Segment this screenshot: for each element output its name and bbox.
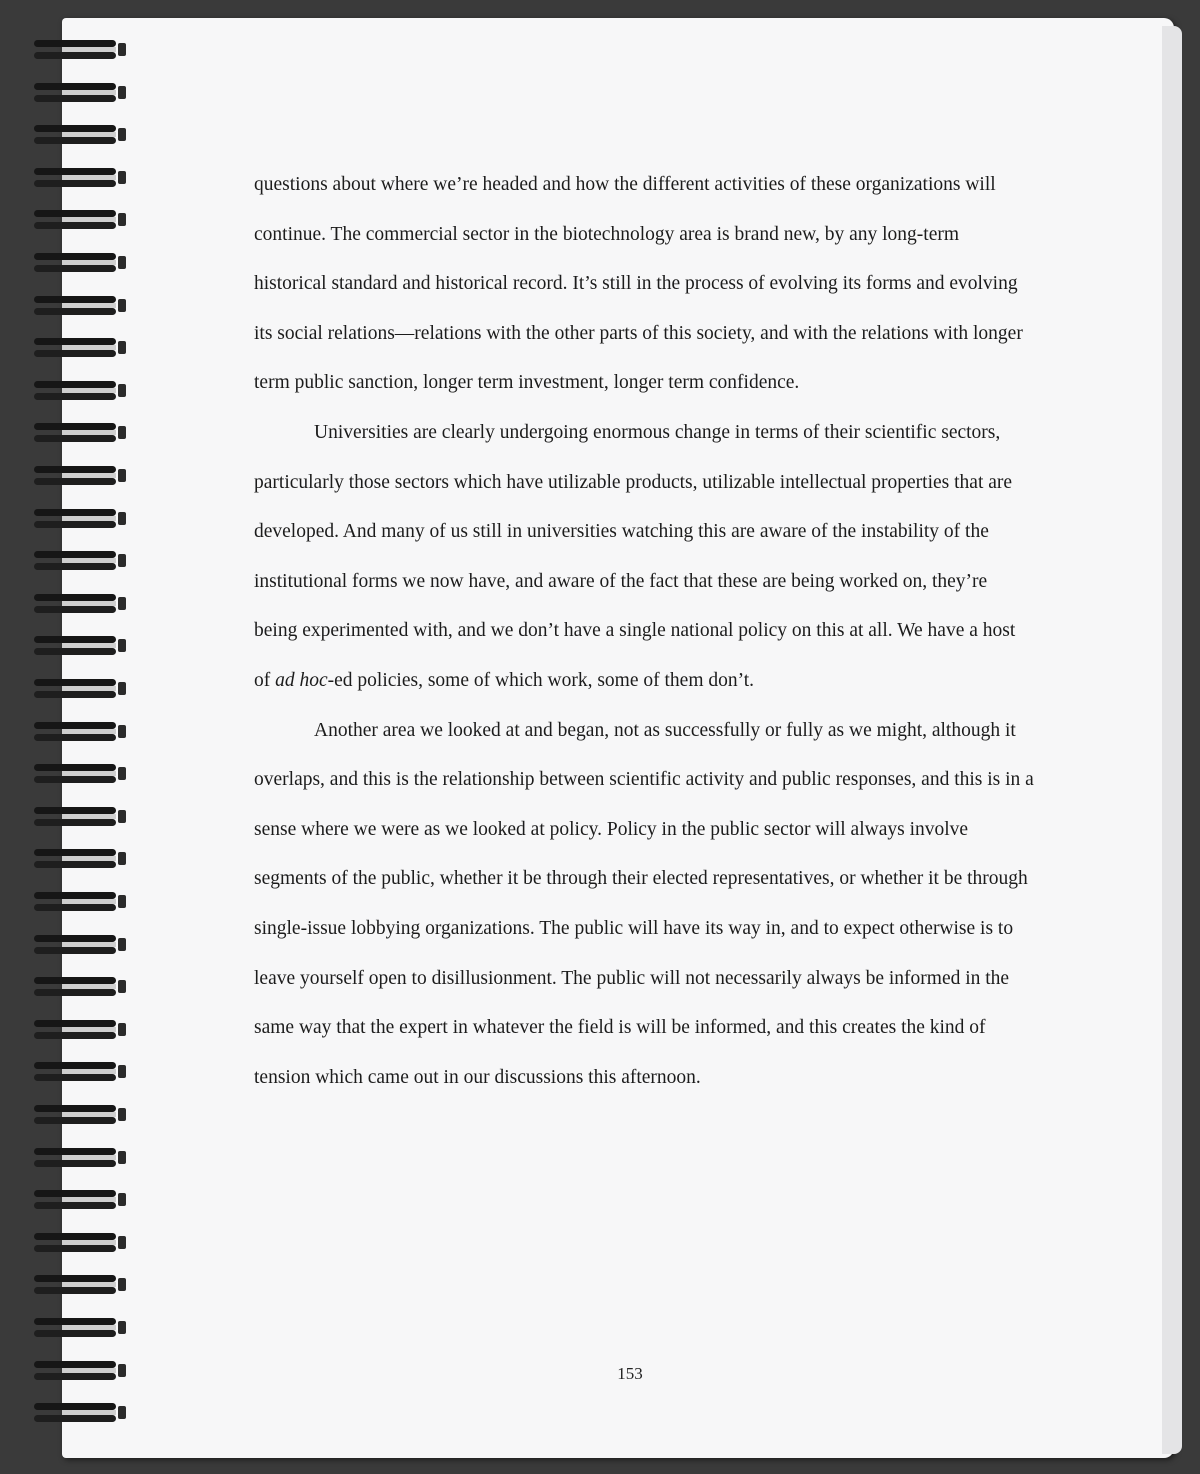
binding-coil-wire-bot (34, 1032, 116, 1039)
binding-coil-wire-top (34, 40, 116, 47)
binding-coil-wire-bot (34, 95, 116, 102)
binding-coil-wire-bot (34, 1117, 116, 1124)
binding-coil (28, 679, 120, 699)
binding-coil-hole (118, 341, 126, 354)
binding-coil-hole (118, 895, 126, 908)
binding-coil (28, 1275, 120, 1295)
binding-coil (28, 892, 120, 912)
binding-coil-hole (118, 1236, 126, 1249)
binding-coil-wire-bot (34, 1415, 116, 1422)
binding-coil (28, 296, 120, 316)
binding-coil-wire-bot (34, 606, 116, 613)
binding-coil-hole (118, 554, 126, 567)
binding-coil-wire-bot (34, 478, 116, 485)
paragraph-1: questions about where we’re headed and how the different activities of these organizations will continue. The commercial sector in the biotechnology area is brand new, by any long-term historical standard and historical record. It’s still in the process of evolving its forms and evolving its social relations—relations with the other parts of this society, and with the relations with longer term public sanction, longer term investment, longer term confidence. (254, 174, 1023, 394)
body-text (254, 160, 1034, 1102)
binding-coil (28, 636, 120, 656)
binding-coil-wire-top (34, 807, 116, 814)
binding-coil-wire-top (34, 1062, 116, 1069)
binding-coil-wire-top (34, 636, 116, 643)
binding-coil (28, 722, 120, 742)
paragraph-2-text-after: -ed policies, some of which work, some of them don’t. (327, 669, 755, 691)
binding-coil (28, 168, 120, 188)
binding-coil-wire-bot (34, 904, 116, 911)
binding-coil (28, 1233, 120, 1253)
binding-coil-hole (118, 171, 126, 184)
binding-coil (28, 764, 120, 784)
binding-coil-wire-top (34, 466, 116, 473)
paragraph-3: Another area we looked at and began, not as successfully or fully as we might, although it overlaps, and this is the relationship between scientific activity and public responses, and this is in a sense where we were as we looked at policy. Policy in the public sector will always involve segments of the public, whether it be through their elected representatives, or whether it be through single-issue lobbying organizations. The public will have its way in, and to expect otherwise is to leave yourself open to disillusionment. The public will not necessarily always be informed in the same way that the expert in whatever the field is will be informed, and this creates the kind of tension which came out in our discussions this afternoon. (254, 719, 1034, 1088)
binding-coil-wire-top (34, 168, 116, 175)
binding-coil-wire-bot (34, 393, 116, 400)
binding-coil-wire-top (34, 849, 116, 856)
binding-coil-wire-bot (34, 989, 116, 996)
binding-coil-wire-bot (34, 222, 116, 229)
binding-coil-wire-top (34, 1190, 116, 1197)
binding-coil-wire-top (34, 125, 116, 132)
binding-coil-wire-top (34, 1020, 116, 1027)
binding-coil-wire-bot (34, 350, 116, 357)
binding-coil (28, 1148, 120, 1168)
binding-coil (28, 83, 120, 103)
binding-coil-hole (118, 725, 126, 738)
spiral-binding (0, 0, 130, 1474)
binding-coil-wire-bot (34, 819, 116, 826)
binding-coil-wire-top (34, 423, 116, 430)
binding-coil-wire-top (34, 551, 116, 558)
binding-coil-wire-top (34, 594, 116, 601)
binding-coil-hole (118, 128, 126, 141)
binding-coil-wire-top (34, 1233, 116, 1240)
binding-coil (28, 466, 120, 486)
binding-coil-wire-bot (34, 947, 116, 954)
binding-coil-wire-bot (34, 1287, 116, 1294)
binding-coil (28, 253, 120, 273)
binding-coil-hole (118, 213, 126, 226)
binding-coil-wire-bot (34, 308, 116, 315)
binding-coil (28, 1105, 120, 1125)
binding-coil (28, 849, 120, 869)
binding-coil-wire-top (34, 1318, 116, 1325)
binding-coil-wire-bot (34, 776, 116, 783)
binding-coil (28, 1318, 120, 1338)
binding-coil (28, 935, 120, 955)
binding-coil-wire-top (34, 892, 116, 899)
binding-coil-wire-bot (34, 1074, 116, 1081)
binding-coil-hole (118, 469, 126, 482)
binding-coil-wire-top (34, 296, 116, 303)
binding-coil-wire-bot (34, 648, 116, 655)
binding-coil-wire-top (34, 977, 116, 984)
paragraph-2-text: Universities are clearly undergoing enormous change in terms of their scientific sectors, particularly those sectors which have utilizable products, utilizable intellectual properties that are developed. And many of us still in universities watching this are aware of the instability of the institutional forms we now have, and aware of the fact that these are being worked on, they’re being experimented with, and we don’t have a single national policy on this at all. We have a host of (254, 421, 1016, 691)
binding-coil-hole (118, 43, 126, 56)
binding-coil (28, 977, 120, 997)
binding-coil-hole (118, 938, 126, 951)
paragraph-2 (254, 408, 1034, 706)
binding-coil (28, 1062, 120, 1082)
binding-coil-hole (118, 639, 126, 652)
binding-coil-wire-top (34, 1275, 116, 1282)
binding-coil-wire-top (34, 935, 116, 942)
binding-coil-hole (118, 426, 126, 439)
binding-coil (28, 338, 120, 358)
binding-coil-wire-bot (34, 861, 116, 868)
binding-coil-wire-top (34, 253, 116, 260)
binding-coil (28, 381, 120, 401)
binding-coil-wire-bot (34, 563, 116, 570)
paragraph-2-italic: ad hoc (275, 669, 328, 691)
binding-coil (28, 1020, 120, 1040)
binding-coil (28, 509, 120, 529)
binding-coil (28, 210, 120, 230)
binding-coil-wire-top (34, 1403, 116, 1410)
binding-coil-hole (118, 980, 126, 993)
binding-coil-hole (118, 852, 126, 865)
binding-coil-hole (118, 1193, 126, 1206)
binding-coil-hole (118, 767, 126, 780)
binding-coil-wire-top (34, 764, 116, 771)
binding-coil (28, 594, 120, 614)
page-edge (1162, 26, 1182, 1454)
binding-coil-wire-bot (34, 691, 116, 698)
binding-coil-wire-bot (34, 1330, 116, 1337)
binding-coil (28, 551, 120, 571)
binding-coil-wire-bot (34, 1245, 116, 1252)
binding-coil (28, 1403, 120, 1423)
binding-coil-hole (118, 597, 126, 610)
binding-coil-hole (118, 1108, 126, 1121)
binding-coil (28, 807, 120, 827)
binding-coil-hole (118, 810, 126, 823)
binding-coil-wire-bot (34, 521, 116, 528)
binding-coil-wire-bot (34, 265, 116, 272)
binding-coil (28, 40, 120, 60)
binding-coil (28, 1190, 120, 1210)
binding-coil-wire-top (34, 509, 116, 516)
binding-coil-wire-top (34, 722, 116, 729)
binding-coil-hole (118, 256, 126, 269)
binding-coil-wire-top (34, 1105, 116, 1112)
binding-coil-wire-top (34, 83, 116, 90)
binding-coil-hole (118, 299, 126, 312)
binding-coil-hole (118, 1321, 126, 1334)
binding-coil-hole (118, 86, 126, 99)
binding-coil-wire-top (34, 338, 116, 345)
binding-coil-hole (118, 682, 126, 695)
binding-coil-wire-top (34, 1148, 116, 1155)
binding-coil-hole (118, 1151, 126, 1164)
binding-coil-hole (118, 512, 126, 525)
binding-coil-hole (118, 1278, 126, 1291)
binding-coil-hole (118, 384, 126, 397)
binding-coil-hole (118, 1023, 126, 1036)
binding-coil-wire-bot (34, 137, 116, 144)
binding-coil-hole (118, 1406, 126, 1419)
binding-coil-wire-bot (34, 180, 116, 187)
binding-coil-wire-bot (34, 734, 116, 741)
binding-coil (28, 125, 120, 145)
binding-coil-wire-bot (34, 52, 116, 59)
binding-coil-wire-top (34, 381, 116, 388)
binding-coil-wire-bot (34, 435, 116, 442)
binding-coil-wire-top (34, 210, 116, 217)
page-number: 153 (617, 1364, 643, 1383)
binding-coil-wire-bot (34, 1202, 116, 1209)
binding-coil-wire-top (34, 679, 116, 686)
binding-coil-hole (118, 1065, 126, 1078)
binding-coil-wire-bot (34, 1160, 116, 1167)
binding-coil (28, 423, 120, 443)
